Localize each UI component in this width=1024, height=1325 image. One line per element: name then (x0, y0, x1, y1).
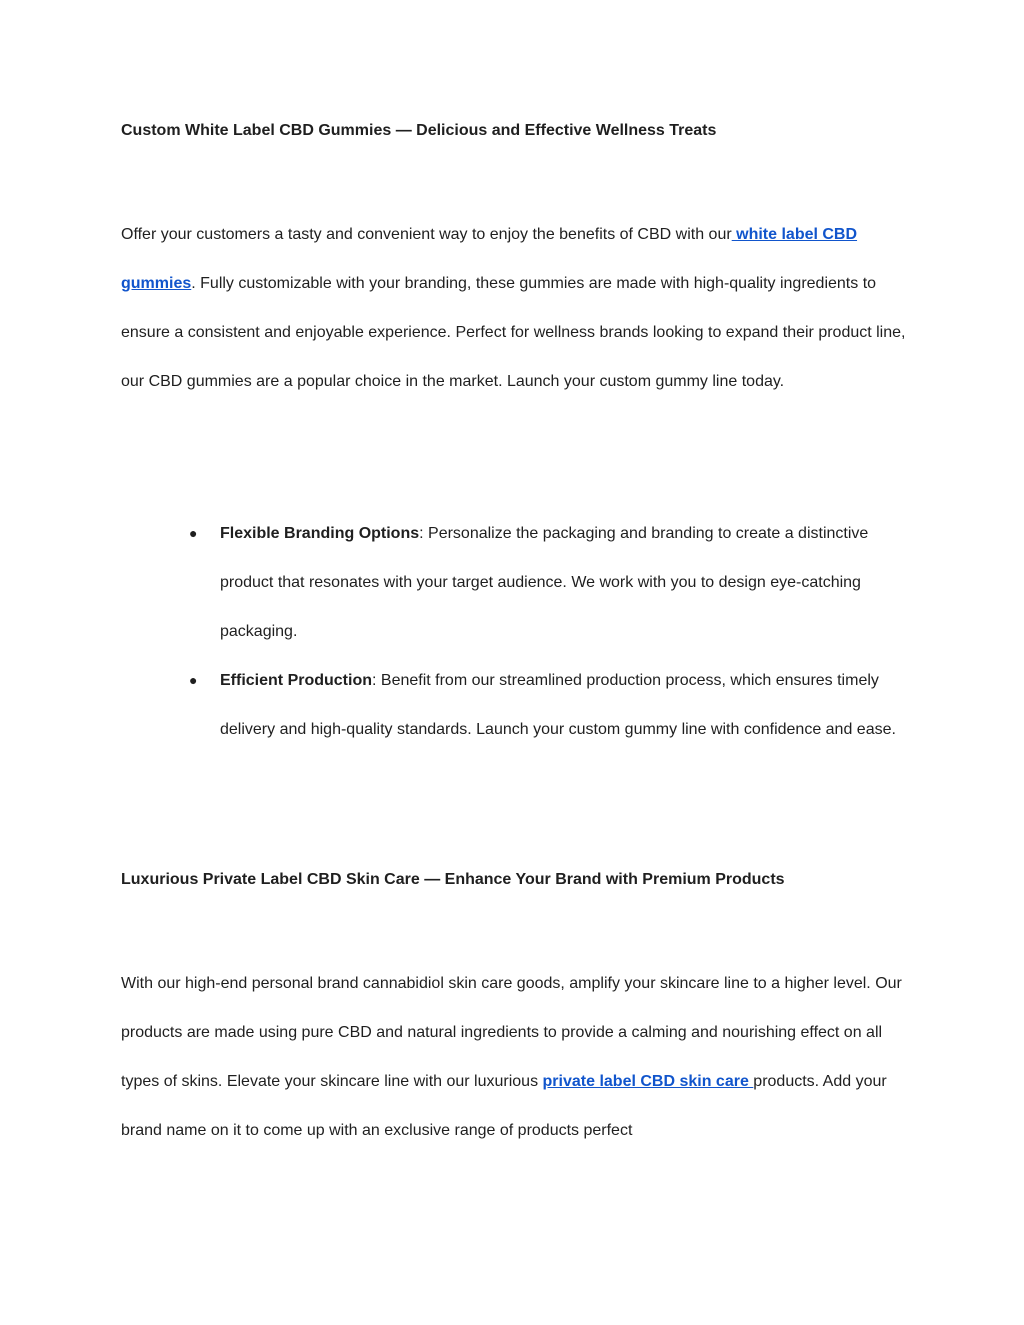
paragraph-text: products. Add your brand name on it to come up with an exclusive range of products perfect (121, 1073, 887, 1139)
bullet-description: : Benefit from our streamlined production process, which ensures timely delivery and high-quality standards. Launch your custom gummy line with confidence and ease. (220, 672, 896, 738)
bullet-title: Efficient Production (220, 672, 372, 689)
bullet-text (220, 656, 910, 754)
paragraph-text: With our high-end personal brand cannabidiol skin care goods, amplify your skincare line to a higher level. Our products are made using pure CBD and natural ingredients to provide a calming and nourishing effect on all types of skins. Elevate your skincare line with our luxurious (121, 975, 902, 1090)
paragraph-skin-care (121, 959, 911, 1155)
bullet-title: Flexible Branding Options (220, 525, 420, 542)
paragraph-gummies (121, 210, 911, 406)
private-label-cbd-skin-care-link[interactable]: private label CBD skin care (542, 1073, 754, 1090)
paragraph-text: . Fully customizable with your branding, these gummies are made with high-quality ingredients to ensure a consistent and enjoyable experience. Perfect for wellness brands looking to expand their product line, our CBD gummies are a popular choice in the market. Launch your custom gummy line today. (121, 275, 906, 390)
bullet-text (220, 509, 910, 656)
section-heading-gummies: Custom White Label CBD Gummies — Delicious and Effective Wellness Treats (121, 122, 717, 139)
bullet-description: : Personalize the packaging and branding to create a distinctive product that resonates with your target audience. We work with you to design eye-catching packaging. (220, 525, 869, 640)
white-label-cbd-gummies-link[interactable]: white label CBD gummies (121, 226, 858, 292)
paragraph-text: Offer your customers a tasty and convenient way to enjoy the benefits of CBD with our (121, 226, 732, 243)
bullet-item-production (0, 656, 1024, 754)
bullet-icon: ● (189, 525, 198, 541)
bullet-icon: ● (189, 672, 198, 688)
feature-bullet-list (0, 509, 1024, 754)
bullet-item-branding (0, 509, 1024, 656)
section-heading-skin-care: Luxurious Private Label CBD Skin Care — Enhance Your Brand with Premium Products (121, 871, 785, 888)
